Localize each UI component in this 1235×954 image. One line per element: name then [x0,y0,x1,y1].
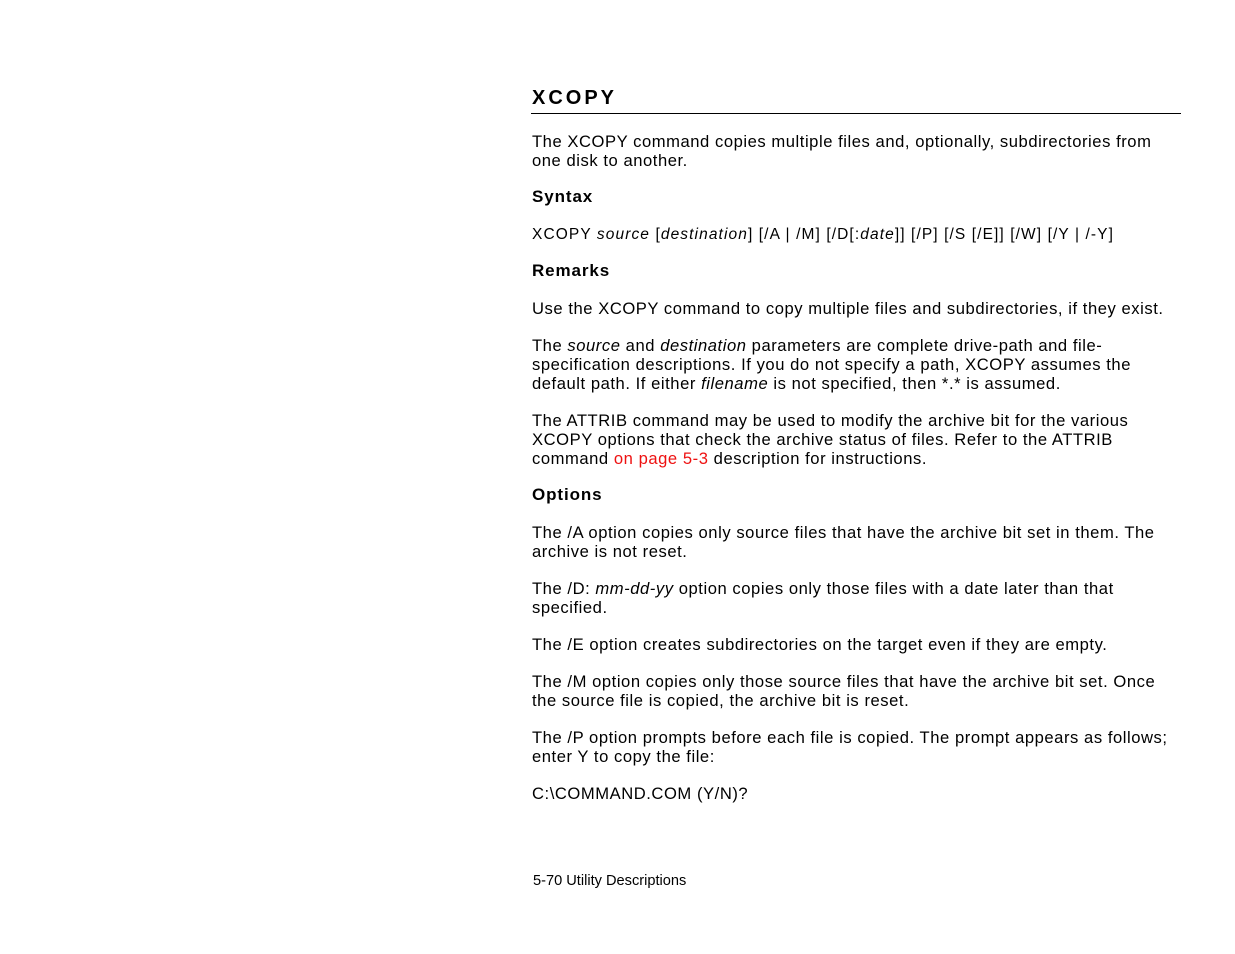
page-footer: 5-70 Utility Descriptions [533,873,687,889]
option-e-paragraph: The /E option creates subdirectories on the target even if they are empty. [532,635,1108,654]
option-d-paragraph: The /D: mm-dd-yy option copies only those files with a date later than that specified. [532,579,1114,617]
syntax-date-param: date [860,226,895,243]
remarks-paragraph-1: Use the XCOPY command to copy multiple files and subdirectories, if they exist. [532,299,1164,318]
remarks-paragraph-2: The source and destination parameters are complete drive-path and file-specification descriptions. If you do not specify a path, XCOPY assumes the default path. If either filename is not specified, then *.* is assumed. [532,336,1131,393]
option-p-paragraph: The /P option prompts before each file is copied. The prompt appears as follows; enter Y to copy the file: [532,728,1168,766]
options-heading: Options [532,485,603,504]
intro-paragraph: The XCOPY command copies multiple files and, optionally, subdirectories from one disk to another. [532,132,1152,170]
document-page [532,86,1181,803]
prompt-example: C:\COMMAND.COM (Y/N)? [532,784,749,803]
syntax-line: XCOPY source [destination] [/A | /M] [/D[:date]] [/P] [/S [/E]] [/W] [/Y | /-Y] [532,226,1115,243]
syntax-source-param: source [596,226,651,243]
remarks-paragraph-3: The ATTRIB command may be used to modify the archive bit for the various XCOPY options that check the archive status of files. Refer to the ATTRIB command on page 5-3 description for instructions. [532,411,1129,468]
title-rule [531,113,1181,114]
syntax-heading: Syntax [532,187,594,206]
option-a-paragraph: The /A option copies only source files that have the archive bit set in them. The archive is not reset. [532,523,1155,561]
page-title: XCOPY [532,87,618,109]
syntax-destination-param: destination [660,226,748,243]
option-m-paragraph: The /M option copies only those source files that have the archive bit set. Once the source file is copied, the archive bit is reset. [532,672,1156,710]
remarks-heading: Remarks [532,261,611,280]
page-reference-link[interactable]: on page 5-3 [613,449,709,468]
